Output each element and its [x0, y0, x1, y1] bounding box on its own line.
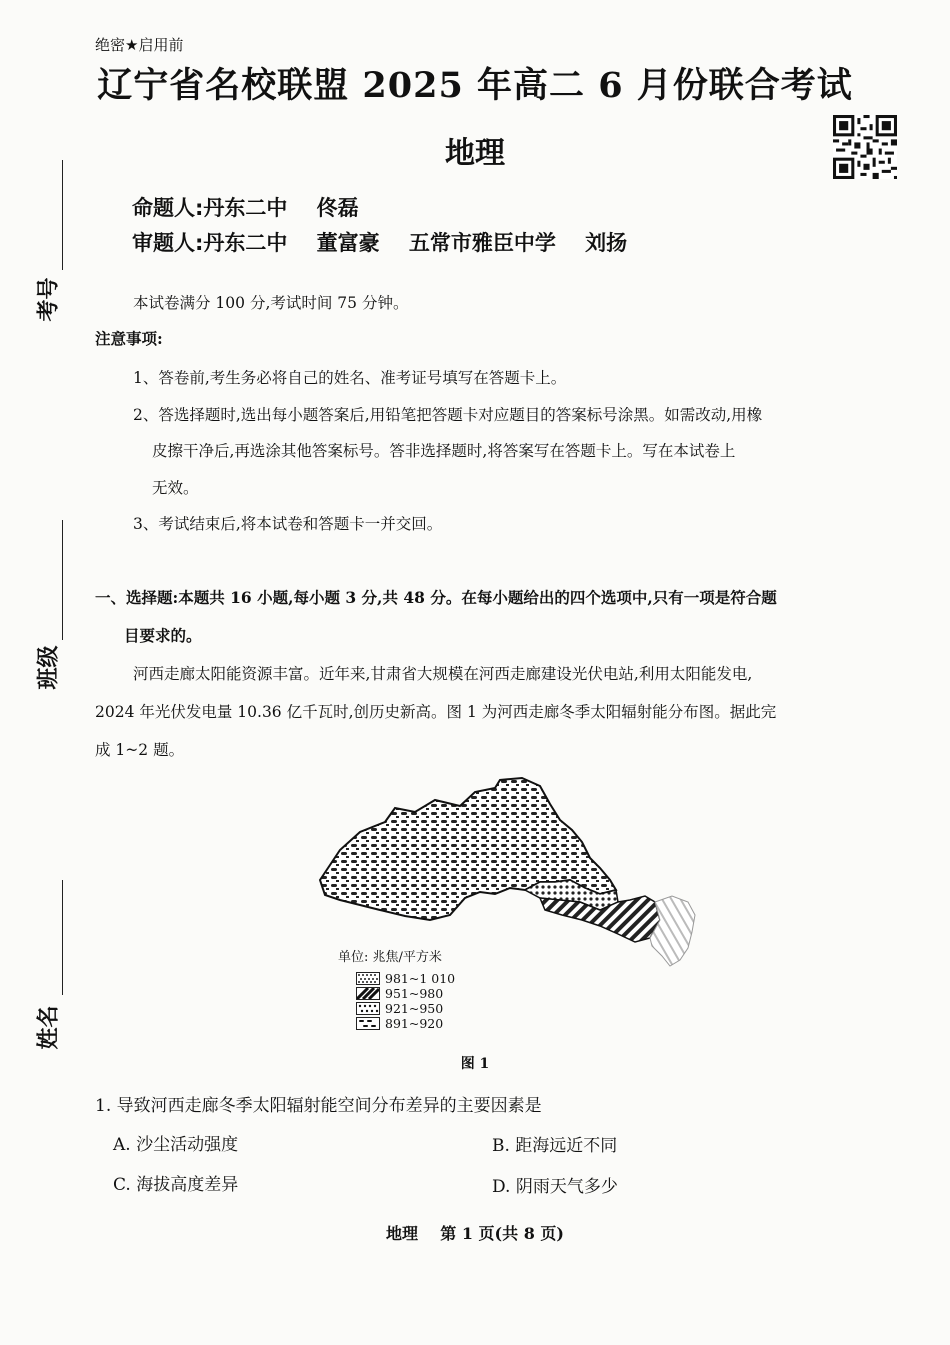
notice-item-2-line-2: 皮擦干净后,再选涂其他答案标号。答非选择题时,将答案写在答题卡上。写在本试卷上 [152, 442, 736, 460]
legend-label: 981~1 010 [385, 971, 456, 986]
passage-line-3: 成 1~2 题。 [95, 741, 185, 759]
legend-swatch [356, 1002, 380, 1015]
class-blank [62, 520, 63, 640]
legend-label: 891~920 [385, 1016, 444, 1031]
map-region-tail [650, 896, 695, 966]
legend-label: 921~950 [385, 1001, 444, 1016]
legend-swatch [356, 987, 380, 1000]
question-1-option-a: A. 沙尘活动强度 [113, 1135, 239, 1155]
section-heading-line-2: 目要求的。 [124, 626, 202, 645]
notice-item-2-line-1: 2、答选择题时,选出每小题答案后,用铅笔把答题卡对应题目的答案标号涂黑。如需改动,用橡 [133, 406, 763, 424]
question-1-option-d: D. 阴雨天气多少 [492, 1177, 618, 1197]
exam-number-label: 考号 [36, 277, 62, 322]
question-1-stem: 1. 导致河西走廊冬季太阳辐射能空间分布差异的主要因素是 [95, 1096, 542, 1116]
confidential-mark: 绝密★启用前 [95, 36, 184, 54]
passage-line-1: 河西走廊太阳能资源丰富。近年来,甘肃省大规模在河西走廊建设光伏电站,利用太阳能发电, [133, 665, 753, 683]
figure-caption: 图 1 [460, 1056, 490, 1072]
legend-item [356, 1001, 455, 1016]
exam-info: 本试卷满分 100 分,考试时间 75 分钟。 [133, 294, 409, 312]
notice-item-1: 1、答卷前,考生务必将自己的姓名、准考证号填写在答题卡上。 [133, 369, 567, 387]
name-blank [62, 880, 63, 995]
passage-line-2: 2024 年光伏发电量 10.36 亿千瓦时,创历史新高。图 1 为河西走廊冬季太阳辐射能分布图。据此完 [95, 703, 777, 721]
legend-item [356, 986, 455, 1001]
legend-item [356, 971, 455, 986]
notice-item-3: 3、考试结束后,将本试卷和答题卡一并交回。 [133, 515, 443, 533]
legend-swatch [356, 972, 380, 985]
exam-number-blank [62, 160, 63, 270]
setter-line: 命题人:丹东二中 佟磊 [132, 196, 359, 220]
legend-unit: 单位: 兆焦/平方米 [338, 950, 442, 965]
exam-title: 辽宁省名校联盟 2025 年高二 6 月份联合考试 [97, 65, 853, 106]
legend [356, 971, 455, 1031]
legend-swatch [356, 1017, 380, 1030]
question-1-option-c: C. 海拔高度差异 [113, 1175, 239, 1195]
legend-item [356, 1016, 455, 1031]
legend-label: 951~980 [385, 986, 444, 1001]
subject-title: 地理 [445, 136, 505, 171]
reviewer-line: 审题人:丹东二中 董富豪 五常市雅臣中学 刘扬 [132, 231, 628, 255]
name-label: 姓名 [36, 1005, 62, 1050]
qr-code [833, 114, 897, 180]
notice-heading: 注意事项: [95, 329, 163, 348]
page-footer: 地理 第 1 页(共 8 页) [386, 1224, 564, 1243]
section-heading-line-1: 一、选择题:本题共 16 小题,每小题 3 分,共 48 分。在每小题给出的四个选项中,只有一项是符合题 [95, 588, 777, 607]
notice-item-2-line-3: 无效。 [152, 479, 199, 497]
class-label: 班级 [36, 645, 62, 690]
question-1-option-b: B. 距海远近不同 [492, 1136, 618, 1156]
